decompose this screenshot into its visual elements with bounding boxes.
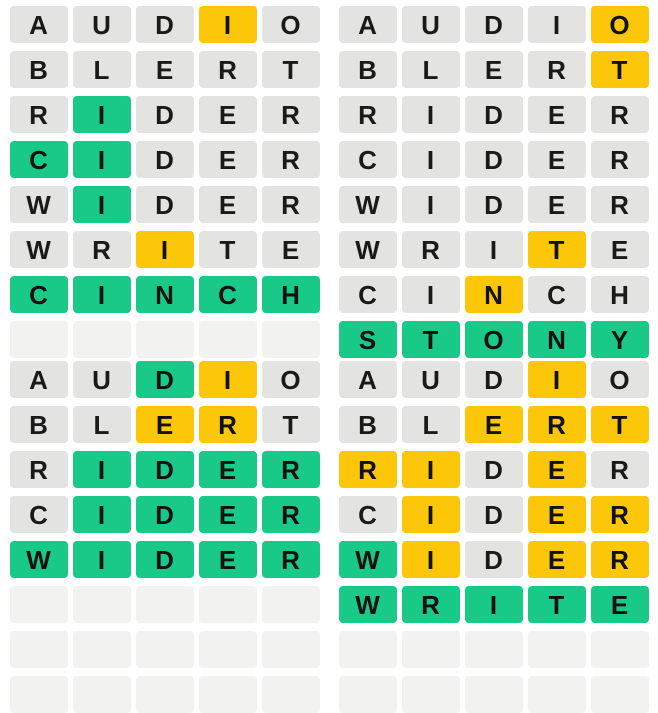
- letter-tile: T: [262, 406, 320, 443]
- letter-tile: D: [465, 451, 523, 488]
- letter-tile: T: [528, 231, 586, 268]
- letter-tile: C: [10, 276, 68, 313]
- letter-tile: E: [528, 141, 586, 178]
- letter-tile: B: [10, 51, 68, 88]
- letter-tile: [402, 676, 460, 713]
- letter-tile: R: [199, 51, 257, 88]
- letter-tile: [528, 676, 586, 713]
- letter-tile: N: [465, 276, 523, 313]
- letter-tile: T: [402, 321, 460, 358]
- letter-tile: W: [10, 231, 68, 268]
- letter-tile: I: [402, 276, 460, 313]
- letter-tile: R: [199, 406, 257, 443]
- letter-tile: L: [402, 406, 460, 443]
- letter-tile: I: [73, 186, 131, 223]
- letter-tile: [262, 321, 320, 358]
- board-top-left: [0, 0, 329, 355]
- letter-tile: Y: [591, 321, 649, 358]
- guess-row: [10, 6, 320, 43]
- guess-row: [10, 321, 320, 358]
- letter-tile: E: [528, 186, 586, 223]
- letter-tile: R: [262, 186, 320, 223]
- guess-row: [339, 231, 649, 268]
- letter-tile: [591, 676, 649, 713]
- letter-tile: R: [591, 96, 649, 133]
- guess-row: [339, 406, 649, 443]
- letter-tile: E: [528, 451, 586, 488]
- guess-row: [10, 631, 320, 668]
- letter-tile: L: [73, 406, 131, 443]
- letter-tile: I: [73, 541, 131, 578]
- letter-tile: [73, 631, 131, 668]
- letter-tile: E: [199, 496, 257, 533]
- letter-tile: I: [402, 541, 460, 578]
- letter-tile: W: [339, 186, 397, 223]
- letter-tile: T: [591, 406, 649, 443]
- guess-row: [10, 361, 320, 398]
- guess-row: [10, 586, 320, 623]
- letter-tile: I: [73, 276, 131, 313]
- letter-tile: E: [199, 96, 257, 133]
- letter-tile: C: [339, 276, 397, 313]
- guess-row: [339, 451, 649, 488]
- letter-tile: E: [199, 186, 257, 223]
- letter-tile: N: [528, 321, 586, 358]
- letter-tile: B: [339, 406, 397, 443]
- letter-tile: [339, 631, 397, 668]
- guess-row: [10, 541, 320, 578]
- letter-tile: R: [262, 496, 320, 533]
- letter-tile: D: [136, 96, 194, 133]
- letter-tile: R: [10, 96, 68, 133]
- letter-tile: T: [262, 51, 320, 88]
- letter-tile: R: [262, 96, 320, 133]
- letter-tile: [402, 631, 460, 668]
- letter-tile: D: [136, 541, 194, 578]
- letter-tile: D: [136, 361, 194, 398]
- letter-tile: R: [591, 186, 649, 223]
- letter-tile: D: [136, 6, 194, 43]
- letter-tile: O: [262, 361, 320, 398]
- letter-tile: D: [136, 451, 194, 488]
- letter-tile: R: [591, 451, 649, 488]
- letter-tile: R: [591, 141, 649, 178]
- letter-tile: H: [591, 276, 649, 313]
- letter-tile: [262, 676, 320, 713]
- letter-tile: R: [262, 451, 320, 488]
- letter-tile: [262, 631, 320, 668]
- letter-tile: D: [465, 496, 523, 533]
- letter-tile: I: [73, 451, 131, 488]
- guess-row: [10, 451, 320, 488]
- guess-row: [10, 276, 320, 313]
- letter-tile: W: [10, 186, 68, 223]
- letter-tile: C: [10, 141, 68, 178]
- letter-tile: D: [136, 186, 194, 223]
- letter-tile: D: [465, 541, 523, 578]
- letter-tile: D: [465, 6, 523, 43]
- letter-tile: D: [465, 96, 523, 133]
- letter-tile: T: [528, 586, 586, 623]
- letter-tile: [465, 676, 523, 713]
- letter-tile: R: [262, 141, 320, 178]
- letter-tile: E: [528, 96, 586, 133]
- guess-row: [339, 141, 649, 178]
- letter-tile: I: [402, 496, 460, 533]
- letter-tile: R: [528, 406, 586, 443]
- letter-tile: B: [339, 51, 397, 88]
- letter-tile: W: [339, 586, 397, 623]
- letter-tile: [10, 321, 68, 358]
- letter-tile: [136, 631, 194, 668]
- letter-tile: C: [339, 141, 397, 178]
- guess-row: [339, 186, 649, 223]
- letter-tile: O: [591, 361, 649, 398]
- letter-tile: C: [528, 276, 586, 313]
- letter-tile: [136, 321, 194, 358]
- letter-tile: R: [402, 586, 460, 623]
- letter-tile: S: [339, 321, 397, 358]
- letter-tile: I: [73, 496, 131, 533]
- letter-tile: [199, 321, 257, 358]
- letter-tile: A: [10, 6, 68, 43]
- letter-tile: T: [591, 51, 649, 88]
- letter-tile: E: [591, 231, 649, 268]
- letter-tile: W: [339, 231, 397, 268]
- letter-tile: I: [73, 96, 131, 133]
- guess-row: [339, 631, 649, 668]
- letter-tile: [10, 676, 68, 713]
- letter-tile: E: [199, 451, 257, 488]
- letter-tile: [136, 586, 194, 623]
- letter-tile: [73, 676, 131, 713]
- letter-tile: R: [10, 451, 68, 488]
- letter-tile: R: [402, 231, 460, 268]
- guess-row: [10, 186, 320, 223]
- letter-tile: [339, 676, 397, 713]
- letter-tile: U: [402, 361, 460, 398]
- letter-tile: D: [465, 361, 523, 398]
- letter-tile: B: [10, 406, 68, 443]
- guess-row: [10, 51, 320, 88]
- letter-tile: I: [199, 6, 257, 43]
- letter-tile: [10, 631, 68, 668]
- guess-row: [339, 321, 649, 358]
- guess-row: [339, 96, 649, 133]
- letter-tile: I: [402, 96, 460, 133]
- letter-tile: N: [136, 276, 194, 313]
- letter-tile: [199, 631, 257, 668]
- guess-row: [339, 276, 649, 313]
- letter-tile: W: [339, 541, 397, 578]
- guess-row: [339, 6, 649, 43]
- letter-tile: R: [591, 496, 649, 533]
- letter-tile: D: [136, 496, 194, 533]
- guess-row: [10, 406, 320, 443]
- letter-tile: D: [465, 141, 523, 178]
- letter-tile: [465, 631, 523, 668]
- letter-tile: [73, 321, 131, 358]
- letter-tile: L: [73, 51, 131, 88]
- guess-row: [10, 141, 320, 178]
- letter-tile: D: [465, 186, 523, 223]
- guess-row: [339, 586, 649, 623]
- letter-tile: I: [528, 6, 586, 43]
- letter-tile: R: [591, 541, 649, 578]
- letter-tile: A: [339, 6, 397, 43]
- letter-tile: U: [73, 361, 131, 398]
- letter-tile: R: [528, 51, 586, 88]
- board-top-right: [329, 0, 658, 355]
- letter-tile: R: [73, 231, 131, 268]
- letter-tile: C: [199, 276, 257, 313]
- letter-tile: I: [402, 451, 460, 488]
- letter-tile: O: [591, 6, 649, 43]
- letter-tile: E: [528, 496, 586, 533]
- letter-tile: R: [262, 541, 320, 578]
- letter-tile: E: [136, 406, 194, 443]
- board-bottom-left: [0, 355, 329, 710]
- letter-tile: [199, 586, 257, 623]
- letter-tile: T: [199, 231, 257, 268]
- letter-tile: A: [339, 361, 397, 398]
- guess-row: [339, 676, 649, 713]
- letter-tile: E: [199, 141, 257, 178]
- letter-tile: C: [10, 496, 68, 533]
- letter-tile: [10, 586, 68, 623]
- letter-tile: E: [465, 51, 523, 88]
- letter-tile: I: [199, 361, 257, 398]
- guess-row: [10, 96, 320, 133]
- letter-tile: R: [339, 451, 397, 488]
- letter-tile: I: [528, 361, 586, 398]
- letter-tile: U: [402, 6, 460, 43]
- letter-tile: E: [528, 541, 586, 578]
- letter-tile: R: [339, 96, 397, 133]
- letter-tile: [199, 676, 257, 713]
- guess-row: [339, 51, 649, 88]
- letter-tile: E: [136, 51, 194, 88]
- letter-tile: H: [262, 276, 320, 313]
- letter-tile: E: [199, 541, 257, 578]
- guess-row: [10, 231, 320, 268]
- letter-tile: [528, 631, 586, 668]
- letter-tile: I: [73, 141, 131, 178]
- letter-tile: I: [136, 231, 194, 268]
- letter-tile: I: [465, 231, 523, 268]
- guess-row: [10, 496, 320, 533]
- letter-tile: [262, 586, 320, 623]
- letter-tile: [591, 631, 649, 668]
- guess-row: [339, 496, 649, 533]
- guess-row: [339, 361, 649, 398]
- guess-row: [339, 541, 649, 578]
- guess-row: [10, 676, 320, 713]
- letter-tile: E: [591, 586, 649, 623]
- letter-tile: E: [465, 406, 523, 443]
- letter-tile: [73, 586, 131, 623]
- letter-tile: I: [402, 141, 460, 178]
- letter-tile: I: [465, 586, 523, 623]
- board-bottom-right: [329, 355, 658, 710]
- letter-tile: D: [136, 141, 194, 178]
- letter-tile: O: [262, 6, 320, 43]
- letter-tile: I: [402, 186, 460, 223]
- letter-tile: O: [465, 321, 523, 358]
- letter-tile: W: [10, 541, 68, 578]
- letter-tile: U: [73, 6, 131, 43]
- letter-tile: E: [262, 231, 320, 268]
- letter-tile: C: [339, 496, 397, 533]
- letter-tile: [136, 676, 194, 713]
- letter-tile: A: [10, 361, 68, 398]
- letter-tile: L: [402, 51, 460, 88]
